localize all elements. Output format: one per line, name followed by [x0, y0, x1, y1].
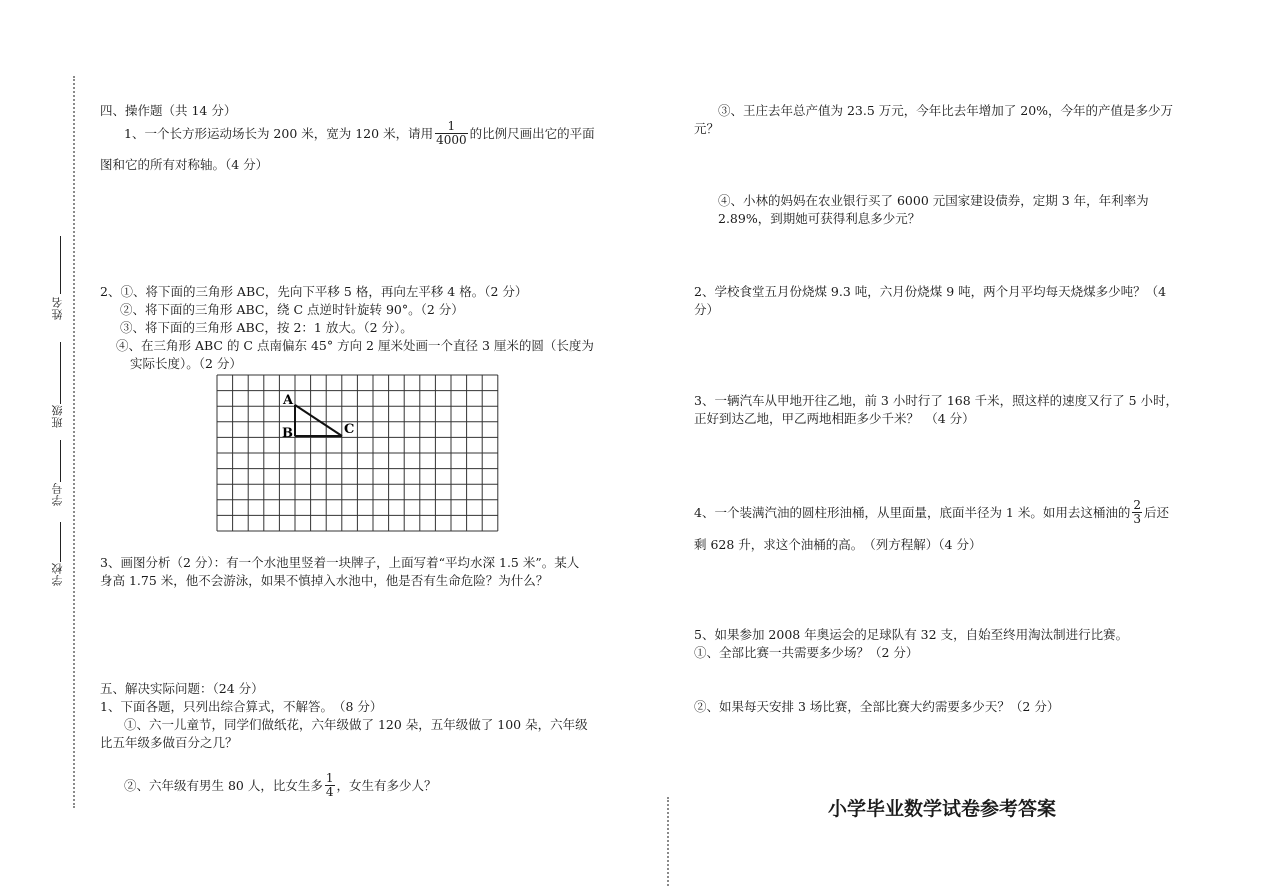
- question-5-5-line3: ②、如果每天安排 3 场比赛，全部比赛大约需要多少天？（2 分）: [694, 699, 1060, 714]
- question-5-4-text-b: 后还: [1144, 504, 1170, 520]
- problem-3-line1: ③、王庄去年总产值为 23.5 万元，今年比去年增加了 20%，今年的产值是多少万: [718, 103, 1174, 118]
- problem-2-fraction: [325, 772, 335, 799]
- problem-3-line2: 元？: [694, 121, 720, 136]
- section-four-heading: 四、操作题（共 14 分）: [100, 103, 237, 118]
- question-4-2-line5: 实际长度）。（2 分）: [130, 356, 242, 371]
- question-4-1-line2: 图和它的所有对称轴。（4 分）: [100, 157, 269, 172]
- vertex-b-label: B: [282, 426, 293, 441]
- number-blank-line: [60, 440, 61, 482]
- problem-1-line1: ①、六一儿童节，同学们做纸花，六年级做了 120 朵，五年级做了 100 朵，六年级: [124, 717, 588, 732]
- problem-1-line2: 比五年级多做百分之几？: [100, 735, 238, 750]
- question-5-4-line1: [694, 499, 1169, 526]
- class-label: 班级: [51, 404, 64, 428]
- question-4-1: [124, 120, 595, 147]
- triangle-side-ac: [295, 405, 342, 436]
- question-5-2-line1: 2、学校食堂五月份烧煤 9.3 吨，六月份烧煤 9 吨，两个月平均每天烧煤多少吨？（4: [694, 284, 1167, 299]
- answer-key-title: 小学毕业数学试卷参考答案: [828, 798, 1057, 820]
- name-label: 姓名: [51, 296, 64, 320]
- scale-fraction-numerator: 1: [447, 119, 456, 133]
- question-4-1-text-b: 的比例尺画出它的平面: [469, 125, 595, 141]
- question-5-4-fraction-denominator: 3: [1133, 512, 1141, 526]
- binding-dotted-line: [73, 76, 75, 808]
- triangle-grid: [216, 374, 502, 534]
- question-5-5-line1: 5、如果参加 2008 年奥运会的足球队有 32 支，自始至终用淘汰制进行比赛。: [694, 627, 1129, 642]
- name-blank-line: [60, 236, 61, 294]
- question-4-2-line2: ②、将下面的三角形 ABC，绕 C 点逆时针旋转 90°。（2 分）: [120, 302, 464, 317]
- question-5-4-fraction-numerator: 2: [1133, 498, 1141, 512]
- school-label: 学校: [51, 562, 64, 586]
- question-4-1-text-a: 1、一个长方形运动场长为 200 米，宽为 120 米，请用: [124, 125, 434, 141]
- question-5-3-line2: 正好到达乙地，甲乙两地相距多少千米？ （4 分）: [694, 411, 975, 426]
- scale-fraction-denominator: 4000: [436, 133, 467, 147]
- problem-2-fraction-denominator: 4: [325, 785, 334, 799]
- question-5-4-line2: 剩 628 升，求这个油桶的高。 （列方程解）（4 分）: [694, 537, 982, 552]
- problem-2-text-a: ②、六年级有男生 80 人，比女生多: [124, 777, 323, 793]
- question-4-2-line4: ④、在三角形 ABC 的 C 点南偏东 45° 方向 2 厘米处画一个直径 3 厘米的圆（长度为: [116, 338, 594, 353]
- section-five-intro: 1、下面各题，只列出综合算式，不解答。 （8 分）: [100, 699, 383, 714]
- number-label: 学号: [51, 482, 64, 506]
- problem-2: [124, 772, 437, 799]
- question-4-2-line3: ③、将下面的三角形 ABC，按 2：1 放大。（2 分）。: [120, 320, 413, 335]
- problem-4-line2: 2.89%，到期她可获得利息多少元？: [718, 211, 921, 226]
- question-5-4-text-a: 4、一个装满汽油的圆柱形油桶，从里面量，底面半径为 1 米。如用去这桶油的: [694, 504, 1131, 520]
- problem-2-fraction-numerator: 1: [325, 771, 334, 785]
- question-5-4-fraction: [1132, 499, 1142, 526]
- question-4-3-line1: 3、画图分析（2 分）：有一个水池里竖着一块牌子，上面写着“平均水深 1.5 米”。某人: [100, 555, 580, 570]
- question-4-2-line1: 2、①、将下面的三角形 ABC，先向下平移 5 格，再向左平移 4 格。（2 分）: [100, 284, 528, 299]
- page-divider-dotted-line: [667, 797, 669, 886]
- problem-4-line1: ④、小林的妈妈在农业银行买了 6000 元国家建设债券，定期 3 年，年利率为: [718, 193, 1149, 208]
- question-4-3-line2: 身高 1.75 米，他不会游泳，如果不慎掉入水池中，他是否有生命危险？为什么？: [100, 573, 549, 588]
- problem-2-text-b: ，女生有多少人？: [336, 777, 437, 793]
- question-5-2-line2: 分）: [694, 302, 720, 317]
- vertex-a-label: A: [283, 393, 294, 408]
- scale-fraction: [435, 120, 468, 147]
- class-blank-line: [60, 342, 61, 404]
- school-blank-line: [60, 522, 61, 562]
- section-five-heading: 五、解决实际问题：（24 分）: [100, 681, 264, 696]
- grid-lines: [217, 375, 498, 531]
- question-5-3-line1: 3、一辆汽车从甲地开往乙地，前 3 小时行了 168 千米，照这样的速度又行了 5 小时，: [694, 393, 1179, 408]
- question-5-5-line2: ①、全部比赛一共需要多少场？（2 分）: [694, 645, 919, 660]
- vertex-c-label: C: [344, 422, 355, 437]
